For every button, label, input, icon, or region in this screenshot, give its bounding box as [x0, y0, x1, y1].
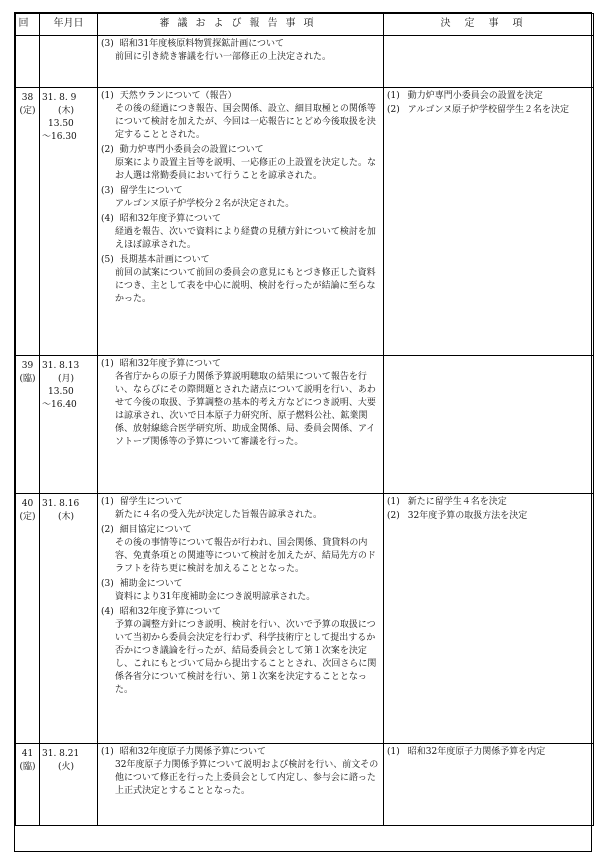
session-number: 38: [21, 93, 34, 103]
item-body: 前回の試案について前回の委員会の意見にもとづき修正した資料につき、主として表を中心に説明、検討を行ったが結論に至らなかった。: [115, 268, 376, 304]
decision-cell: [384, 36, 594, 88]
time-start: 13.50: [48, 119, 74, 129]
session-number-cell: [16, 744, 40, 826]
session-type: (定): [19, 106, 36, 116]
item-heading: [101, 144, 380, 157]
header-kai: 回: [16, 14, 40, 36]
item-heading: [101, 358, 380, 371]
session-number: 40: [21, 499, 34, 509]
item-title: 留学生について: [119, 186, 183, 196]
item-body: 原案により設置主旨等を説明、一応修正の上設置を決定した。なお人選は常勤委員において行うことを諒承された。: [115, 158, 377, 181]
item-title: 昭和31年度核原料物質探鉱計画について: [119, 39, 285, 49]
item-body: 各省庁からの原子力関係予算説明聴取の結果について報告を行い、ならびにその際問題とされた諸点について説明を行い、あわせて今後の取扱、予算調整の基本的考え方などにつき説明、大要は諒承され、次いで日本原子力研究所、原子燃料公社、鉱業関係、放射線総合医学研究所、助成金関係、局、委員会関係、アイソトープ関係等の予算について審議を行った。: [115, 372, 376, 447]
time-end: ～16.40: [42, 400, 77, 410]
table-row: [16, 356, 594, 494]
item-body: 資料により31年度補助金につき説明諒承された。: [115, 592, 316, 602]
item-number: (2): [101, 525, 114, 535]
item-heading: [101, 606, 380, 619]
session-type: (臨): [19, 762, 36, 772]
item-title: 動力炉専門小委員会の設置について: [119, 145, 264, 155]
item-number: (1): [101, 497, 114, 507]
item-heading: [101, 38, 380, 51]
decision-number: (1): [387, 497, 400, 507]
session-number-cell: [16, 356, 40, 494]
session-number: 39: [21, 361, 34, 371]
decision-number: (1): [387, 747, 400, 757]
item-body: 経過を報告、次いで資料により経費の見積方針について検討を加えほぼ諒承された。: [115, 227, 376, 250]
item-number: (2): [101, 145, 114, 155]
item-title: 細目協定について: [119, 525, 192, 535]
item-heading: [101, 90, 380, 103]
item-body: アルゴンヌ原子炉学校分２名が決定された。: [115, 199, 295, 209]
date-cell: [40, 36, 98, 88]
decision-item: [387, 90, 590, 103]
item-title: 長期基本計画について: [119, 255, 210, 265]
item-number: (3): [101, 39, 114, 49]
deliberation-item: [101, 358, 380, 449]
time-end: ～16.30: [42, 132, 77, 142]
item-heading: [101, 746, 380, 759]
table-row: [16, 88, 594, 356]
deliberation-cell: [98, 744, 384, 826]
decision-number: (2): [387, 511, 400, 521]
item-title: 留学生について: [119, 497, 183, 507]
decision-number: (1): [387, 91, 400, 101]
item-title: 天然ウランについて（報告）: [119, 91, 237, 101]
decision-cell: [384, 744, 594, 826]
meeting-weekday: (木): [58, 106, 75, 116]
item-title: 昭和32年度予算について: [119, 359, 222, 369]
decision-text: 32年度予算の取扱方法を決定: [407, 511, 528, 521]
deliberation-cell: [98, 36, 384, 88]
item-body: その後の事情等について報告が行われ、国会関係、貸貸料の内容、免責条項との関連等について検討を加えたが、結局先方のドラフトを待ち更に検討を加えることとなった。: [115, 538, 376, 574]
decision-text: アルゴンヌ原子炉学校留学生２名を決定: [407, 105, 570, 115]
decision-cell: [384, 494, 594, 744]
meeting-date: 31. 8.16: [42, 499, 80, 509]
date-cell: [40, 356, 98, 494]
decision-cell: [384, 88, 594, 356]
decision-item: [387, 510, 590, 523]
item-body: 予算の調整方針につき説明、検討を行い、次いで予算の取扱について当初から委員会決定を行わず、科学技術庁として提出するか否かにつき議論を行ったが、結局委員会として第１次案を決定し、これにもとづいて局から提出することとされ、次回さらに関係各省分について検討を行い、第１次案を決定することとなった。: [115, 620, 377, 695]
session-number-cell: [16, 36, 40, 88]
deliberation-item: [101, 38, 380, 64]
item-body: 前回に引き続き審議を行い一部修正の上決定された。: [115, 52, 332, 62]
meeting-date: 31. 8.21: [42, 749, 80, 759]
item-number: (1): [101, 747, 114, 757]
item-number: (4): [101, 607, 114, 617]
decision-text: 動力炉専門小委員会の設置を決定: [407, 91, 543, 101]
date-cell: [40, 744, 98, 826]
decision-text: 昭和32年度原子力関係予算を内定: [407, 747, 546, 757]
deliberation-cell: [98, 494, 384, 744]
deliberation-cell: [98, 88, 384, 356]
session-type: (臨): [19, 374, 36, 384]
deliberation-item: [101, 578, 380, 604]
item-body: 32年度原子力関係予算について説明および検討を行い、前文その他について修正を行った上委員会として内定し、参与会に諮った上正式決定とすることとなった。: [115, 760, 379, 796]
header-date: 年月日: [40, 14, 98, 36]
decision-number: (2): [387, 105, 400, 115]
item-heading: [101, 213, 380, 226]
deliberation-item: [101, 254, 380, 306]
item-number: (5): [101, 255, 114, 265]
table-row: [16, 744, 594, 826]
session-number-cell: [16, 88, 40, 356]
deliberation-item: [101, 185, 380, 211]
item-title: 補助金について: [119, 579, 183, 589]
item-number: (3): [101, 186, 114, 196]
meeting-date: 31. 8. 9: [42, 93, 77, 103]
item-title: 昭和32年度原子力関係予算について: [119, 747, 267, 757]
session-number-cell: [16, 494, 40, 744]
item-body: 新たに４名の受入先が決定した旨報告諒承された。: [115, 510, 323, 520]
date-cell: [40, 494, 98, 744]
decision-text: 新たに留学生４名を決定: [407, 497, 507, 507]
decision-item: [387, 746, 590, 759]
item-heading: [101, 524, 380, 537]
meeting-weekday: (月): [58, 374, 75, 384]
item-title: 昭和32年度予算について: [119, 607, 222, 617]
deliberation-item: [101, 213, 380, 252]
item-body: その後の経過につき報告、国会関係、設立、細目取極との関係等について検討を加えたが、今回は一応報告にとどめ今後取扱を決定することとされた。: [115, 104, 376, 140]
deliberation-item: [101, 746, 380, 798]
deliberation-item: [101, 496, 380, 522]
header-row: [16, 14, 594, 36]
minutes-table-frame: [14, 12, 592, 852]
table-row: [16, 36, 594, 88]
item-number: (3): [101, 579, 114, 589]
meeting-date: 31. 8.13: [42, 361, 80, 371]
header-kettei: 決定事項: [384, 14, 594, 36]
item-title: 昭和32年度予算について: [119, 214, 222, 224]
session-number: 41: [21, 749, 34, 759]
item-heading: [101, 254, 380, 267]
item-heading: [101, 578, 380, 591]
deliberation-item: [101, 144, 380, 183]
deliberation-item: [101, 90, 380, 142]
meeting-weekday: (火): [58, 762, 75, 772]
decision-item: [387, 496, 590, 509]
item-heading: [101, 185, 380, 198]
deliberation-item: [101, 606, 380, 697]
time-start: 13.50: [48, 387, 74, 397]
decision-item: [387, 104, 590, 117]
header-shingi: 審議および報告事項: [98, 14, 384, 36]
decision-cell: [384, 356, 594, 494]
table-row: [16, 494, 594, 744]
date-cell: [40, 88, 98, 356]
deliberation-cell: [98, 356, 384, 494]
item-number: (1): [101, 359, 114, 369]
minutes-table: [15, 13, 594, 826]
item-number: (1): [101, 91, 114, 101]
item-heading: [101, 496, 380, 509]
meeting-weekday: (木): [58, 512, 75, 522]
item-number: (4): [101, 214, 114, 224]
deliberation-item: [101, 524, 380, 576]
session-type: (定): [19, 512, 36, 522]
